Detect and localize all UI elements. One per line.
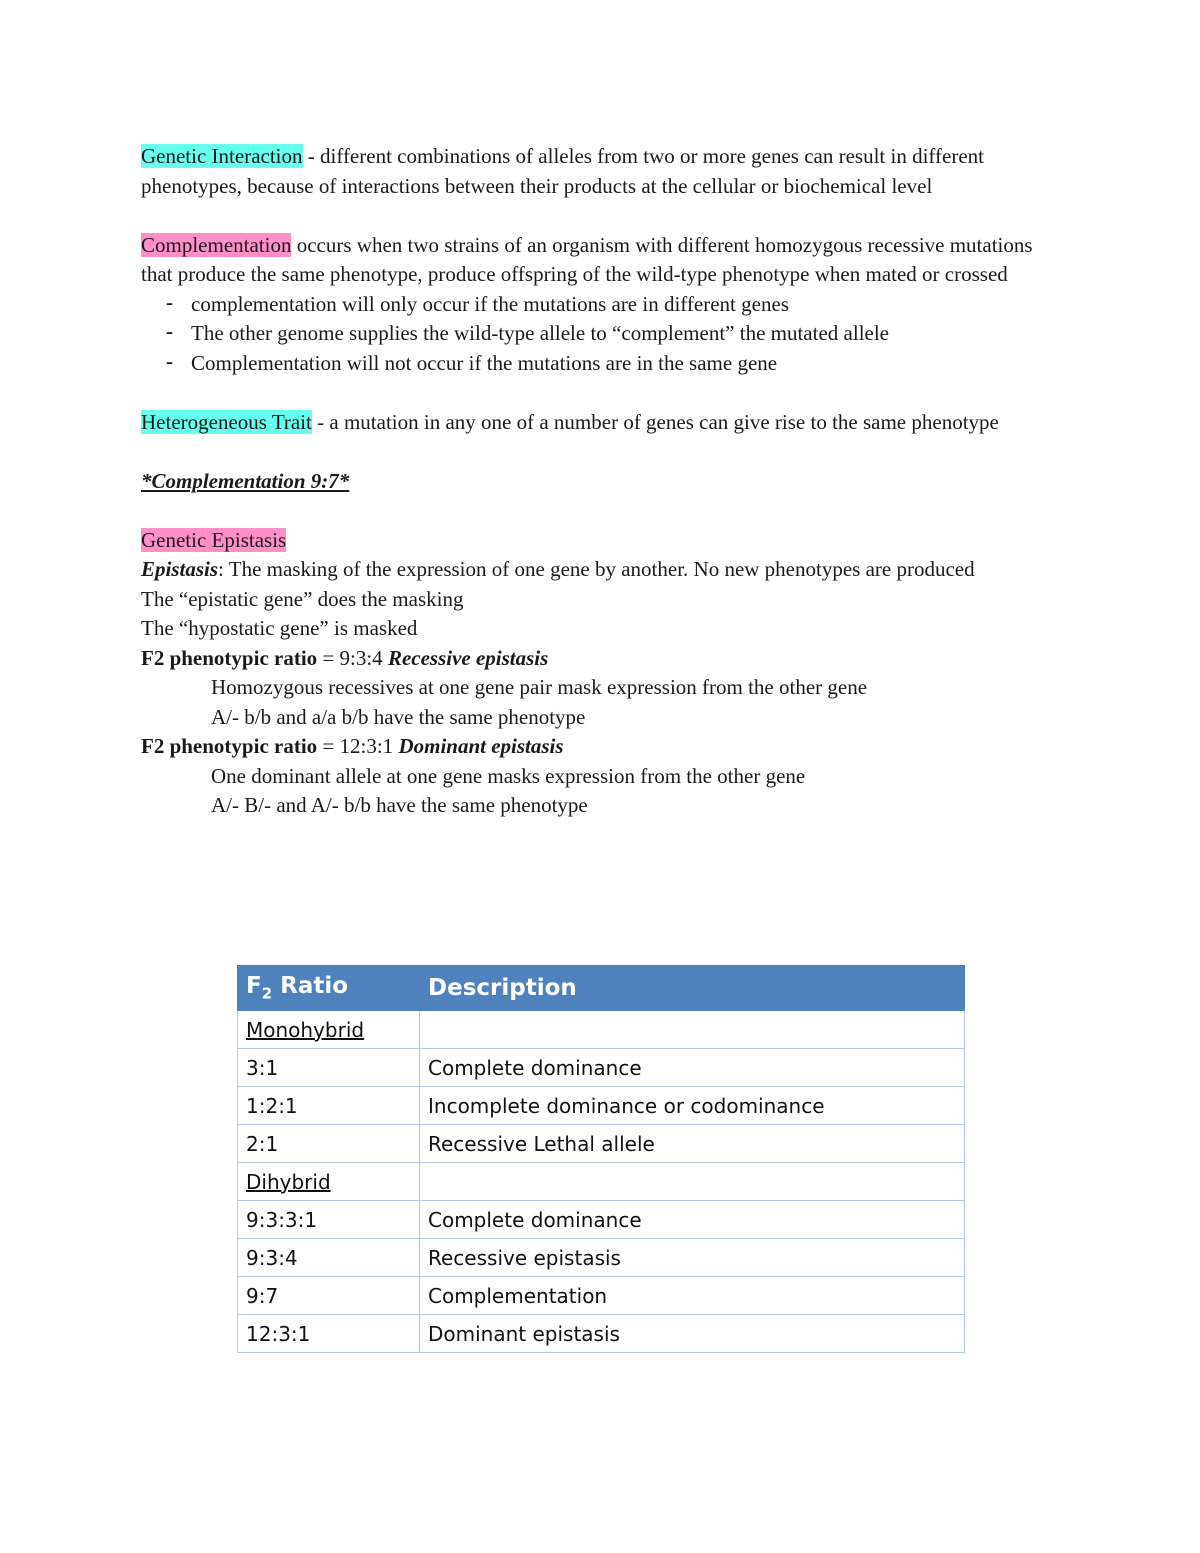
table-cell-ratio: 9:3:4 <box>238 1239 420 1277</box>
ratio-label: F2 phenotypic ratio <box>141 645 318 670</box>
table-row <box>238 1087 965 1125</box>
table-row <box>238 1011 965 1049</box>
ratio-type: Recessive epistasis <box>387 645 549 670</box>
table-cell-description: Incomplete dominance or codominance <box>420 1087 965 1125</box>
table-cell-ratio: 1:2:1 <box>238 1087 420 1125</box>
dash-bullet-icon: - <box>166 289 173 314</box>
table-row <box>238 1125 965 1163</box>
table-row <box>238 1049 965 1087</box>
header-description: Description <box>420 966 965 1011</box>
epistatic-gene-line: The “epistatic gene” does the masking <box>141 586 464 611</box>
table-row <box>238 1163 965 1201</box>
ratio-label: F2 phenotypic ratio <box>141 734 318 758</box>
complementation-paragraph <box>141 231 1061 290</box>
list-item <box>166 319 1061 349</box>
genetic-interaction-paragraph <box>141 142 1061 201</box>
bullet-text: The other genome supplies the wild-type allele to “complement” the mutated allele <box>191 321 890 345</box>
table-cell-description: Complementation <box>420 1277 965 1315</box>
recessive-epistasis-desc: Homozygous recessives at one gene pair mask expression from the other gene <box>211 675 868 699</box>
ratio-value: = 9:3:4 <box>317 645 388 670</box>
genetic-interaction-definition: - different combinations of alleles from two or more genes can result in different phenotypes, because of interactions between their products at the cellular or biochemical level <box>141 144 985 198</box>
bullet-text: complementation will only occur if the mutations are in different genes <box>191 291 789 316</box>
complementation-bullet-list <box>141 290 1061 379</box>
ratio-value: = 12:3:1 <box>317 734 399 758</box>
dominant-epistasis-genotypes: A/- B/- and A/- b/b have the same phenotype <box>211 793 588 817</box>
header-ratio-suffix: Ratio <box>272 973 349 1000</box>
genetic-interaction-term: Genetic Interaction <box>141 144 303 168</box>
recessive-epistasis-genotypes: A/- b/b and a/a b/b have the same phenotype <box>211 704 586 729</box>
document-body <box>141 142 1061 821</box>
table-cell-ratio: 9:3:3:1 <box>238 1201 420 1239</box>
header-ratio <box>238 966 420 1011</box>
heterogeneous-trait-term: Heterogeneous Trait <box>141 409 312 434</box>
table-cell-ratio: Dihybrid <box>238 1163 420 1201</box>
dash-bullet-icon: - <box>166 319 173 343</box>
f2-ratio-table <box>237 965 965 1353</box>
header-ratio-subscript: 2 <box>261 984 273 1003</box>
table-cell-ratio: Monohybrid <box>238 1011 420 1049</box>
table-header-row <box>238 966 965 1011</box>
hypostatic-gene-line: The “hypostatic gene” is masked <box>141 616 418 640</box>
dominant-epistasis-desc: One dominant allele at one gene masks expression from the other gene <box>211 763 806 788</box>
table-cell-description <box>420 1011 965 1049</box>
table-cell-description: Dominant epistasis <box>420 1315 965 1353</box>
list-item <box>166 349 1061 379</box>
table-row <box>238 1201 965 1239</box>
genetic-epistasis-title <box>141 526 1061 556</box>
header-ratio-prefix: F <box>246 973 262 1000</box>
heterogeneous-trait-definition: - a mutation in any one of a number of genes can give rise to the same phenotype <box>311 409 999 434</box>
table-cell-description: Complete dominance <box>420 1049 965 1087</box>
table-cell-description: Recessive epistasis <box>420 1239 965 1277</box>
genetic-epistasis-term: Genetic Epistasis <box>141 527 287 552</box>
dash-bullet-icon: - <box>166 348 173 373</box>
bullet-text: Complementation will not occur if the mutations are in the same gene <box>191 350 778 375</box>
dominant-epistasis-ratio <box>141 732 1061 762</box>
complementation-heading: *Complementation 9:7* <box>141 468 350 493</box>
recessive-epistasis-ratio <box>141 644 1061 674</box>
table-cell-description: Complete dominance <box>420 1201 965 1239</box>
table-row <box>238 1315 965 1353</box>
complementation-definition: occurs when two strains of an organism with different homozygous recessive mutations that produce the same phenotype, produce offspring of the wild-type phenotype when mated or crossed <box>141 232 1033 286</box>
table-row <box>238 1277 965 1315</box>
epistasis-term: Epistasis <box>141 557 219 581</box>
complementation-term: Complementation <box>141 232 292 257</box>
ratio-type: Dominant epistasis <box>398 734 564 758</box>
epistasis-definition-text: : The masking of the expression of one gene by another. No new phenotypes are produced <box>218 557 975 581</box>
table-cell-ratio: 12:3:1 <box>238 1315 420 1353</box>
table-cell-ratio: 2:1 <box>238 1125 420 1163</box>
table-cell-description: Recessive Lethal allele <box>420 1125 965 1163</box>
epistasis-definition <box>141 555 1061 585</box>
table-cell-ratio: 3:1 <box>238 1049 420 1087</box>
table-cell-description <box>420 1163 965 1201</box>
table-row <box>238 1239 965 1277</box>
table-cell-ratio: 9:7 <box>238 1277 420 1315</box>
list-item <box>166 290 1061 320</box>
heterogeneous-trait-paragraph <box>141 408 1061 438</box>
